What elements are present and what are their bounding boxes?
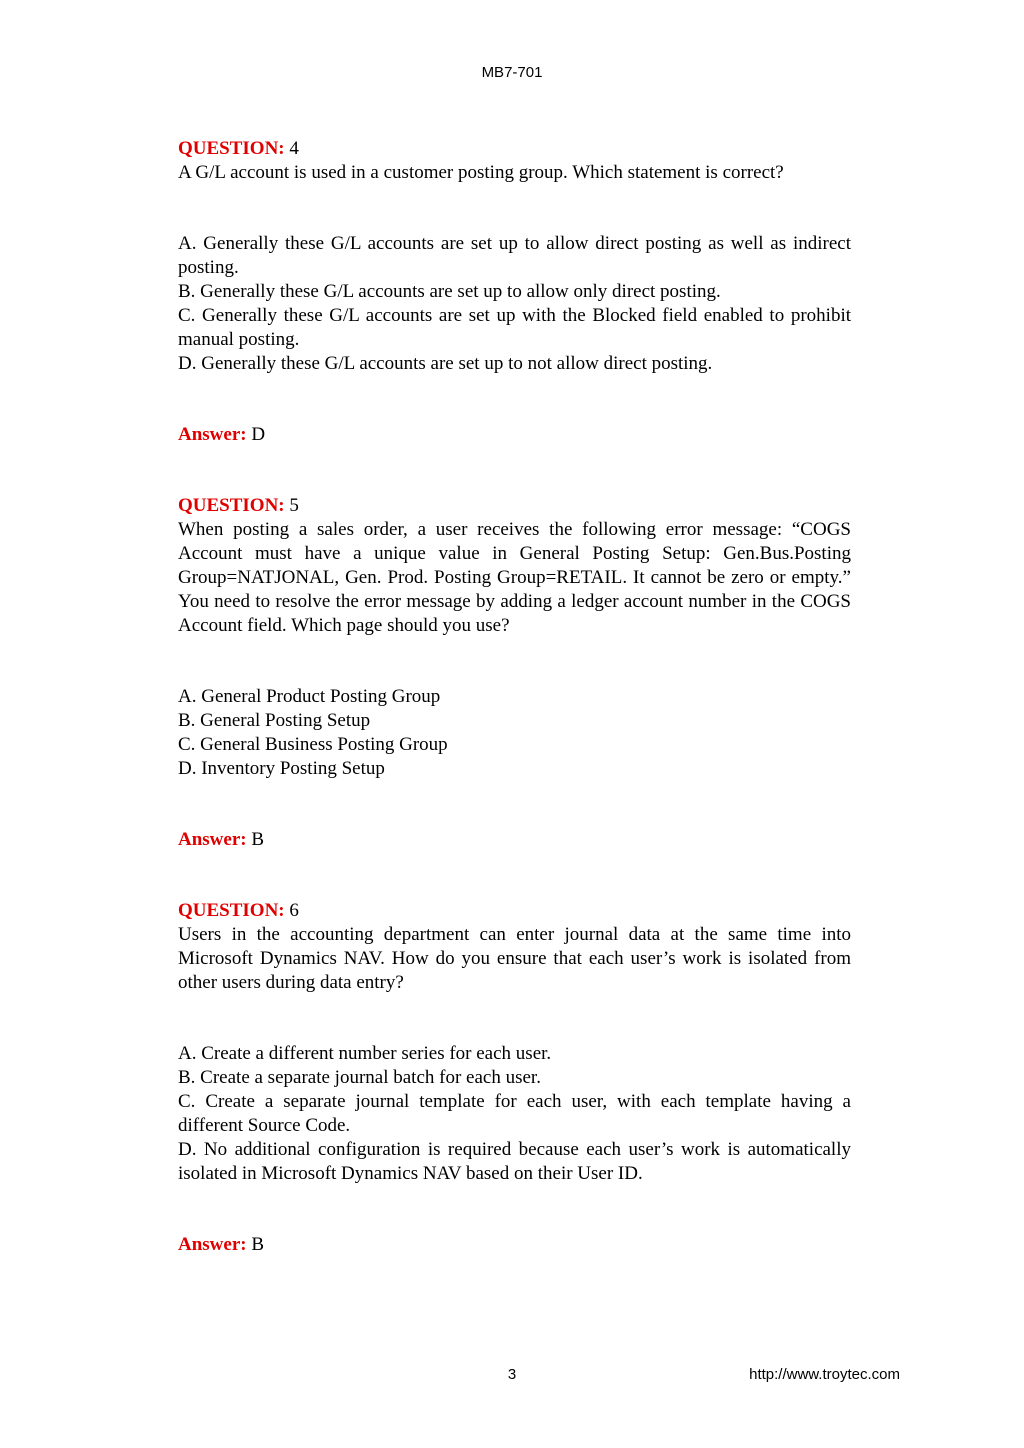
option-b: B. General Posting Setup <box>178 710 371 731</box>
option-d: D. Inventory Posting Setup <box>178 758 385 779</box>
question-stem: Users in the accounting department can enter journal data at the same time into Microsoft Dynamics NAV. How do you ensure that each user’s work is isolated from other users during data entry? <box>178 924 851 993</box>
option-c: C. General Business Posting Group <box>178 734 448 755</box>
option-d: D. Generally these G/L accounts are set up to not allow direct posting. <box>178 353 713 374</box>
option-a: A. General Product Posting Group <box>178 686 441 707</box>
answer-options <box>178 685 851 781</box>
question-number: 6 <box>289 900 299 921</box>
answer-label: Answer: <box>178 1234 247 1255</box>
answer-options <box>178 232 851 376</box>
question-label: QUESTION: <box>178 900 285 921</box>
option-c: C. Create a separate journal template for each user, with each template having a different Source Code. <box>178 1091 851 1136</box>
answer-line <box>178 423 851 447</box>
answer-options <box>178 1042 851 1186</box>
option-b: B. Generally these G/L accounts are set up to allow only direct posting. <box>178 281 721 302</box>
question-label: QUESTION: <box>178 495 285 516</box>
site-url-link[interactable]: http://www.troytec.com <box>749 1366 900 1383</box>
option-c: C. Generally these G/L accounts are set up with the Blocked field enabled to prohibit manual posting. <box>178 305 851 350</box>
page-header: MB7-701 <box>481 64 543 81</box>
answer-label: Answer: <box>178 829 247 850</box>
answer-value: D <box>251 424 266 445</box>
answer-line <box>178 828 851 852</box>
question-4 <box>178 137 851 447</box>
question-number: 4 <box>289 138 299 159</box>
question-heading <box>178 899 851 923</box>
question-heading <box>178 494 851 518</box>
question-5 <box>178 494 851 852</box>
question-list <box>178 137 851 1276</box>
option-b: B. Create a separate journal batch for each user. <box>178 1067 541 1088</box>
question-stem: When posting a sales order, a user receives the following error message: “COGS Account must have a unique value in General Posting Setup: Gen.Bus.Posting Group=NATJONAL, Gen. Prod. Posting Group=RETAIL. It cannot be zero or empty.” You need to resolve the error message by adding a ledger account number in the COGS Account field. Which page should you use? <box>178 519 851 636</box>
option-d: D. No additional configuration is required because each user’s work is automatically isolated in Microsoft Dynamics NAV based on their User ID. <box>178 1139 851 1184</box>
question-stem: A G/L account is used in a customer posting group. Which statement is correct? <box>178 162 784 183</box>
option-a: A. Generally these G/L accounts are set up to allow direct posting as well as indirect posting. <box>178 233 851 278</box>
question-heading <box>178 137 851 161</box>
answer-label: Answer: <box>178 424 247 445</box>
answer-line <box>178 1233 851 1257</box>
option-a: A. Create a different number series for each user. <box>178 1043 552 1064</box>
question-label: QUESTION: <box>178 138 285 159</box>
answer-value: B <box>251 1234 265 1255</box>
page-number: 3 <box>507 1366 517 1383</box>
question-number: 5 <box>289 495 299 516</box>
answer-value: B <box>251 829 265 850</box>
question-6 <box>178 899 851 1257</box>
